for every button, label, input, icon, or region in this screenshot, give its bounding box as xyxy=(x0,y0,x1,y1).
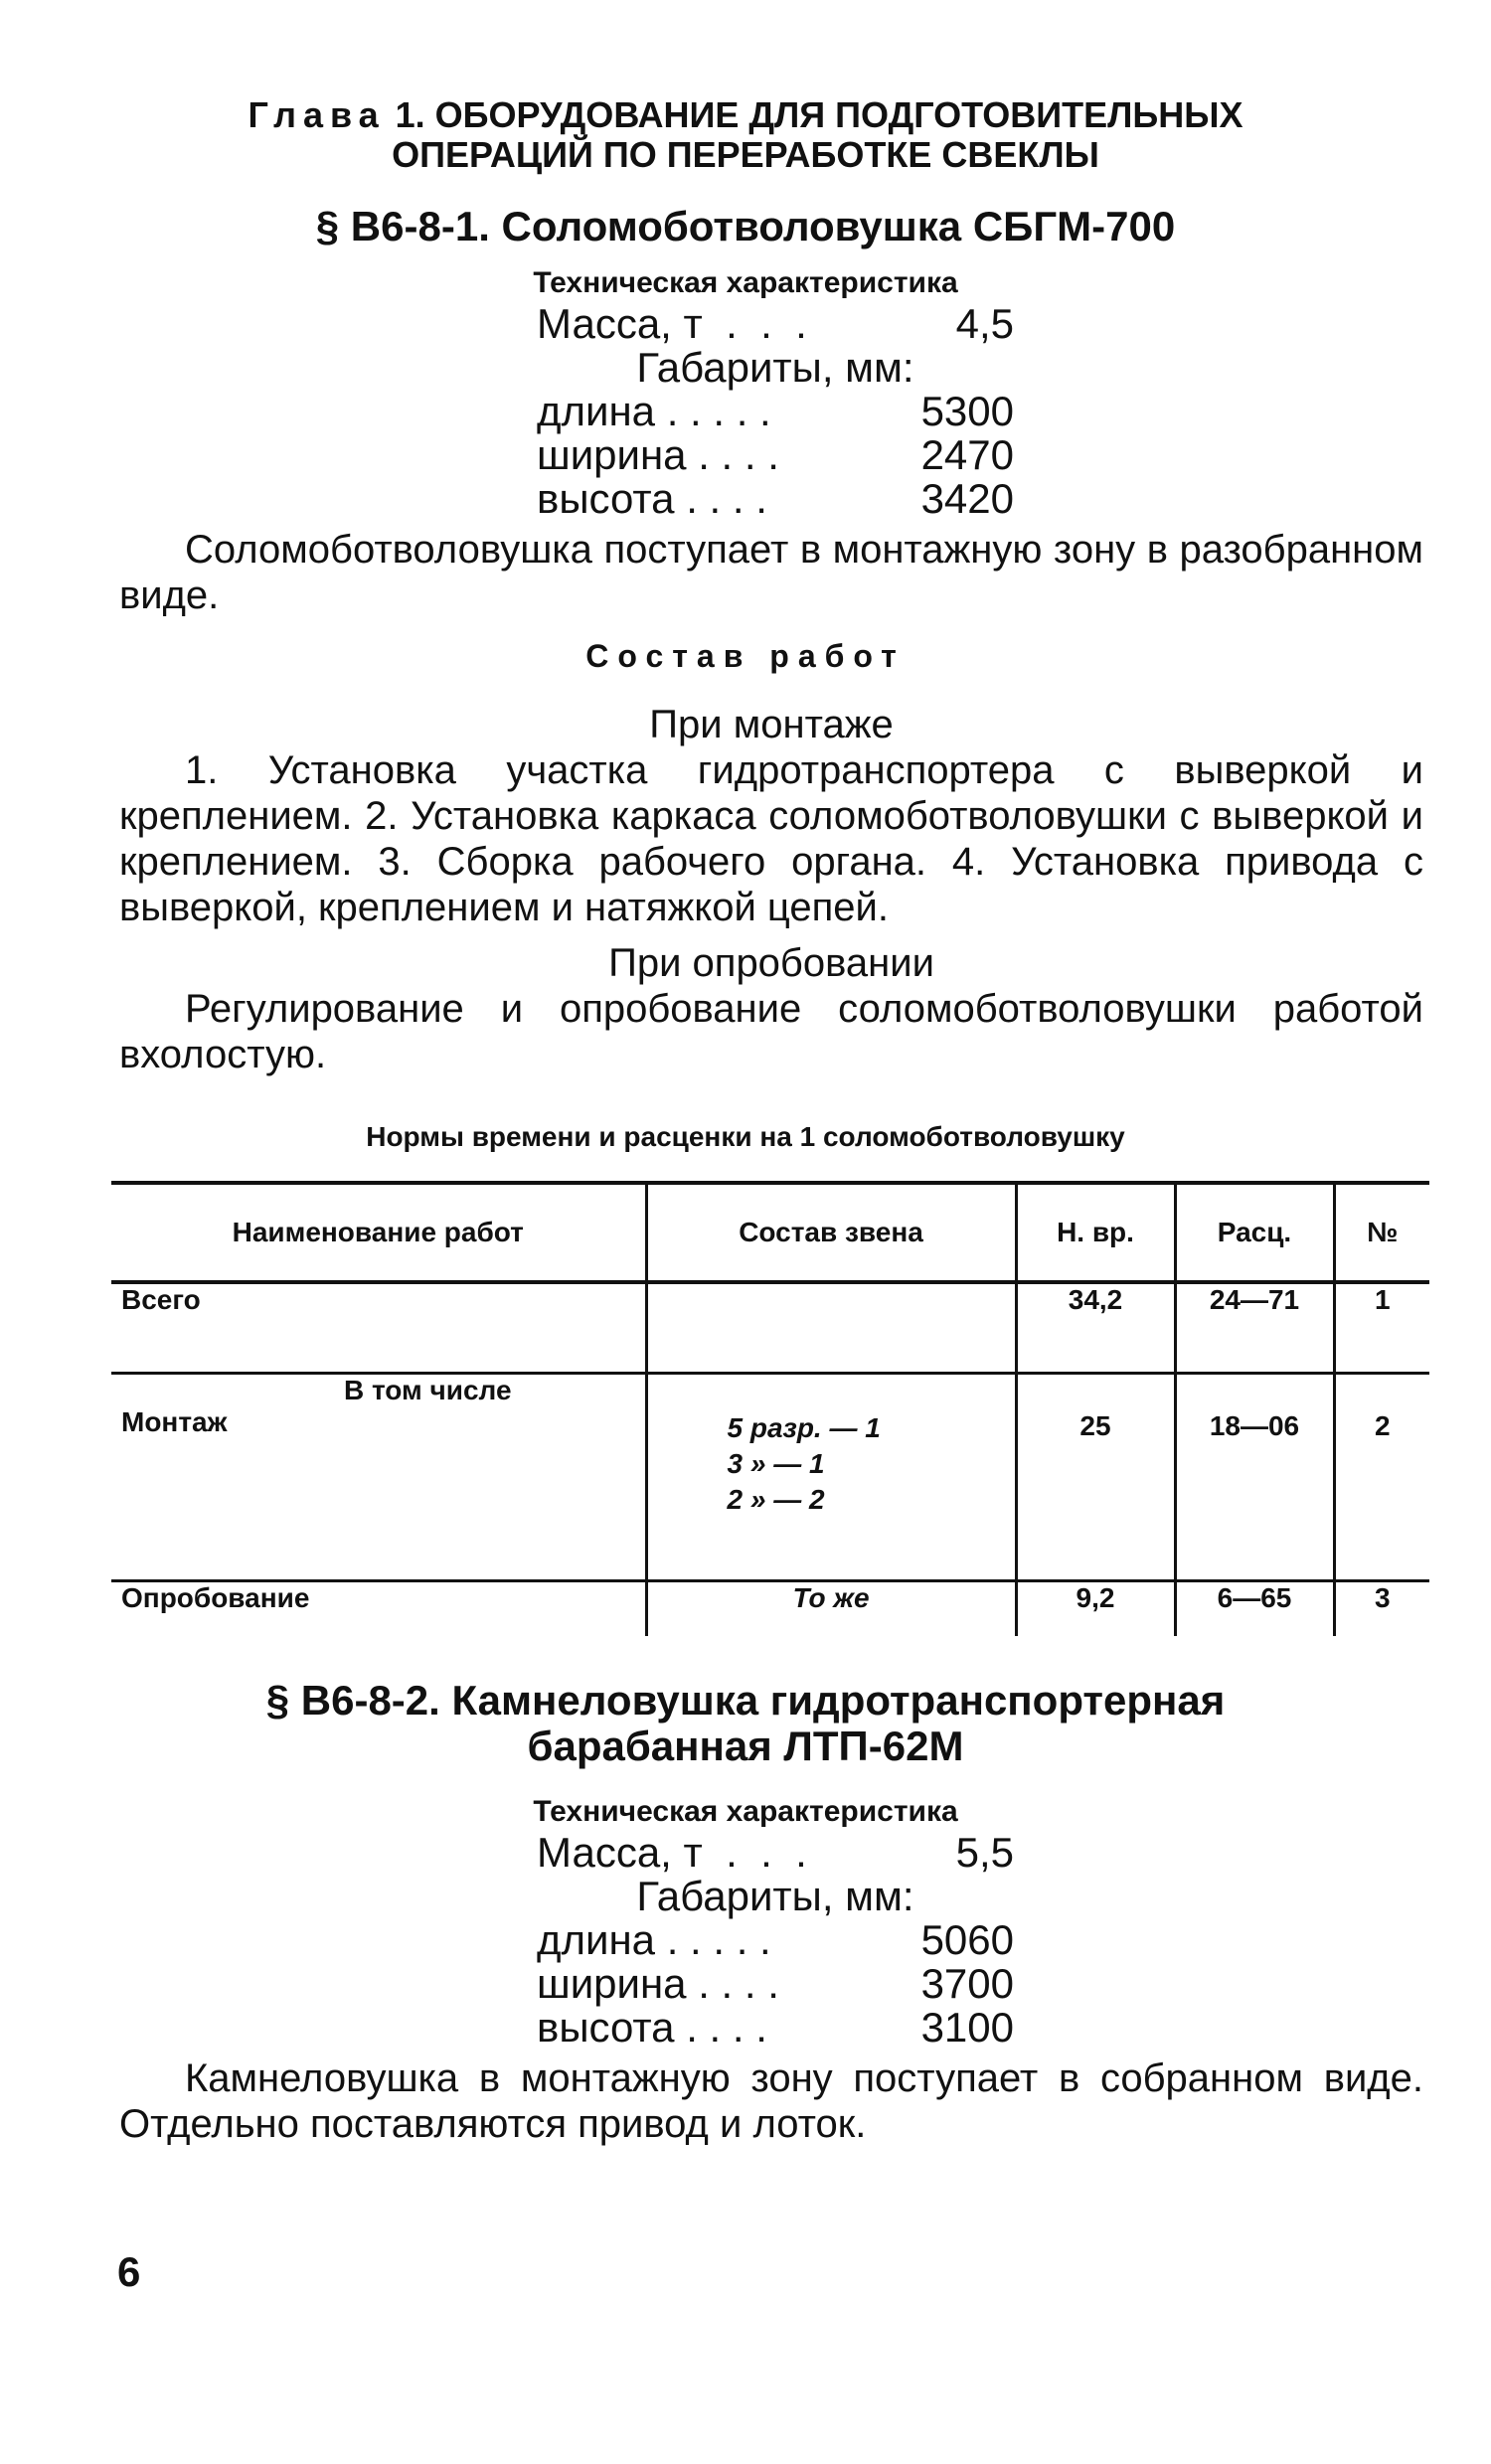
spec-mass-value: 5,5 xyxy=(955,1829,1014,1876)
works-heading: Состав работ xyxy=(585,638,906,674)
cell-crew: То же xyxy=(646,1581,1016,1637)
table-row xyxy=(111,1282,1429,1374)
spec-width-row xyxy=(537,1962,1014,2006)
cell-number: 1 xyxy=(1334,1282,1429,1374)
spec-mass-row xyxy=(537,302,1014,346)
spec-height-value: 3420 xyxy=(920,475,1014,522)
table-row xyxy=(111,1581,1429,1637)
section2-specs xyxy=(537,1831,1014,2050)
spec-length-label: длина . . . . . xyxy=(537,388,771,434)
spec-width-label: ширина . . . . xyxy=(537,1960,779,2007)
norms-table xyxy=(111,1181,1429,1636)
page-number: 6 xyxy=(117,2248,141,2295)
spec-mass-label: Масса, т . . . xyxy=(537,300,807,347)
section2-title-line2: барабанная ЛТП-62М xyxy=(527,1723,964,1769)
chapter-title-line1: 1. ОБОРУДОВАНИЕ ДЛЯ ПОДГОТОВИТЕЛЬНЫХ xyxy=(395,94,1243,135)
spec-width-value: 3700 xyxy=(920,1960,1014,2007)
spec-length-value: 5060 xyxy=(920,1916,1014,1963)
spec-height-row xyxy=(537,2006,1014,2050)
header-number: № xyxy=(1334,1183,1429,1282)
spec-dims-label: Габариты, мм: xyxy=(636,344,914,391)
header-time: Н. вр. xyxy=(1016,1183,1175,1282)
crew-line: 3 » — 1 xyxy=(727,1448,825,1479)
cell-time: 34,2 xyxy=(1016,1282,1175,1374)
cell-time: 9,2 xyxy=(1016,1581,1175,1637)
spec-height-label: высота . . . . xyxy=(537,2004,767,2051)
spec-mass-label: Масса, т . . . xyxy=(537,1829,807,1876)
chapter-heading xyxy=(149,95,1342,175)
header-price: Расц. xyxy=(1175,1183,1334,1282)
mount-name: Монтаж xyxy=(121,1406,228,1437)
spec-length-value: 5300 xyxy=(920,388,1014,434)
cell-price: 24—71 xyxy=(1175,1282,1334,1374)
section1-spec-heading: Техническая характеристика xyxy=(533,266,958,299)
section1-specs xyxy=(537,302,1014,521)
cell-name xyxy=(111,1374,646,1581)
section2-title xyxy=(149,1678,1342,1769)
spec-height-row xyxy=(537,477,1014,521)
chapter-prefix: Глава xyxy=(248,94,386,135)
mount-heading: При монтаже xyxy=(649,703,894,746)
cell-price: 6—65 xyxy=(1175,1581,1334,1637)
cell-number: 3 xyxy=(1334,1581,1429,1637)
spec-height-label: высота . . . . xyxy=(537,475,767,522)
spec-width-label: ширина . . . . xyxy=(537,431,779,478)
spec-dims-label: Габариты, мм: xyxy=(636,1873,914,1919)
spec-mass-value: 4,5 xyxy=(955,300,1014,347)
table-row xyxy=(111,1374,1429,1581)
cell-number: 2 xyxy=(1334,1374,1429,1581)
mount-text: 1. Установка участка гидротранспортера с выверкой и креплением. 2. Установка каркаса соломоботволовушки с выверкой и креплением. 3. Сборка рабочего органа. 4. Установка привода с выверкой, креплением и натяжкой цепей. xyxy=(119,748,1423,929)
section1-note: Соломоботволовушка поступает в монтажную зону в разобранном виде. xyxy=(119,528,1423,617)
spec-width-row xyxy=(537,433,1014,477)
section1-title: § В6-8-1. Соломоботволовушка СБГМ-700 xyxy=(315,203,1176,249)
crew-line: 2 » — 2 xyxy=(727,1484,825,1515)
cell-price: 18—06 xyxy=(1175,1374,1334,1581)
cell-crew xyxy=(646,1282,1016,1374)
header-crew: Состав звена xyxy=(646,1183,1016,1282)
spec-length-row xyxy=(537,1918,1014,1962)
cell-time: 25 xyxy=(1016,1374,1175,1581)
spec-width-value: 2470 xyxy=(920,431,1014,478)
test-text: Регулирование и опробование соломоботволовушки работой вхолостую. xyxy=(119,987,1423,1076)
table-header-row xyxy=(111,1183,1429,1282)
section2-spec-heading: Техническая характеристика xyxy=(533,1795,958,1828)
spec-mass-row xyxy=(537,1831,1014,1875)
cell-name: Опробование xyxy=(121,1582,310,1613)
cell-crew xyxy=(646,1374,1016,1581)
cell-name: Всего xyxy=(111,1282,646,1374)
chapter-title-line2: ОПЕРАЦИЙ ПО ПЕРЕРАБОТКЕ СВЕКЛЫ xyxy=(392,134,1099,175)
spec-length-row xyxy=(537,390,1014,433)
header-work-name: Наименование работ xyxy=(111,1183,646,1282)
section2-note: Камнеловушка в монтажную зону поступает в собранном виде. Отдельно поставляются привод и лоток. xyxy=(119,2056,1423,2146)
section2-title-line1: § В6-8-2. Камнеловушка гидротранспортерная xyxy=(265,1677,1226,1724)
including-label: В том числе xyxy=(343,1375,512,1405)
table-caption: Нормы времени и расценки на 1 соломоботволовушку xyxy=(366,1121,1125,1152)
spec-length-label: длина . . . . . xyxy=(537,1916,771,1963)
spec-height-value: 3100 xyxy=(920,2004,1014,2051)
test-heading: При опробовании xyxy=(608,941,934,985)
crew-line: 5 разр. — 1 xyxy=(727,1412,881,1443)
